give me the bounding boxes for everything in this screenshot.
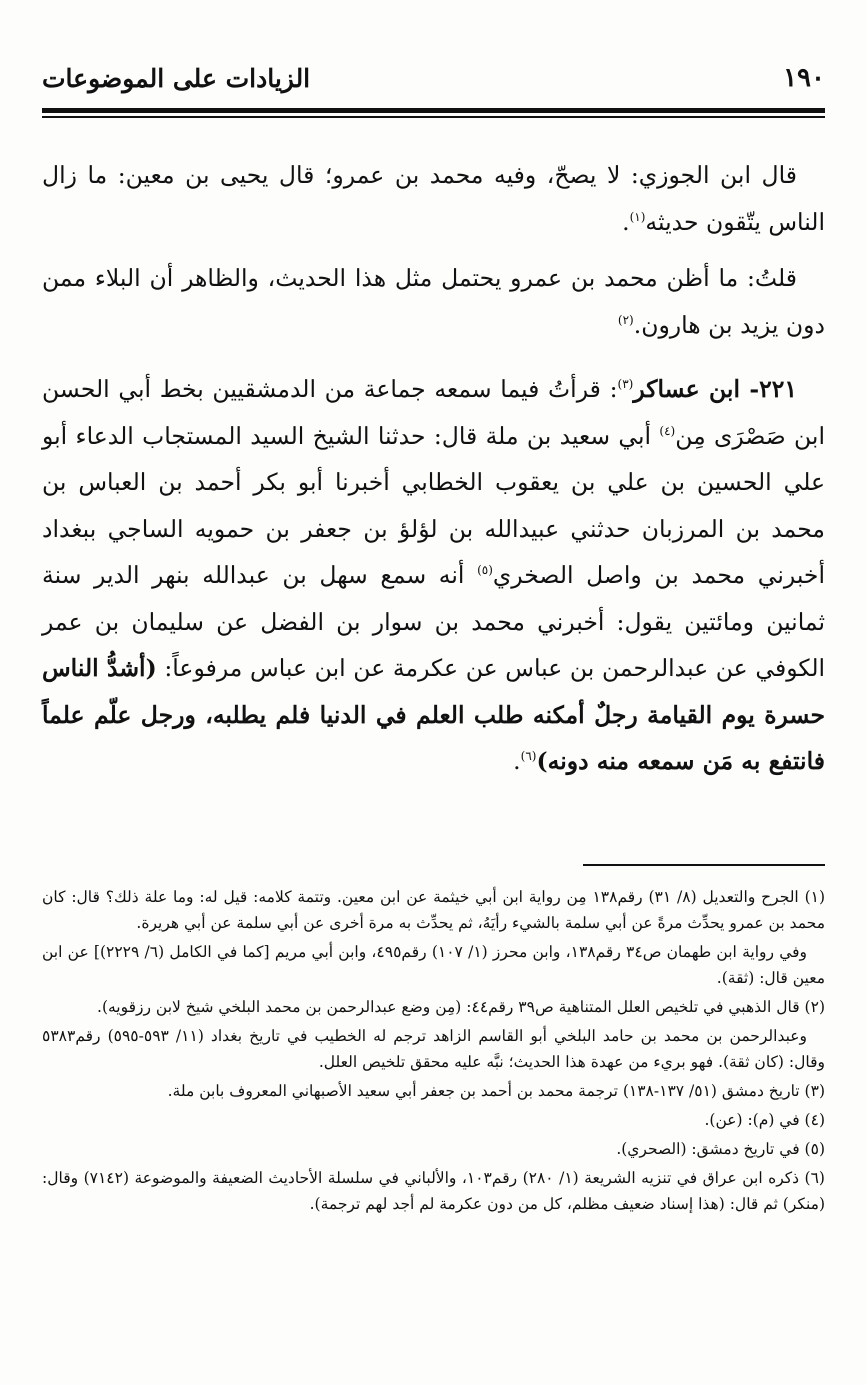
- main-text: [42, 152, 825, 795]
- footnote-ref[interactable]: (٥): [477, 563, 493, 578]
- footnote-2: (٢) قال الذهبي في تلخيص العلل المتناهية ص٣٩ رقم٤٤: (مِن وضع عبدالرحمن بن محمد البلخي شيخ لابن رزقويه).: [97, 998, 825, 1016]
- footnote-6: (٦) ذكره ابن عراق في تنزيه الشريعة (١/ ٢٨٠) رقم١٠٣، والألباني في سلسلة الأحاديث الضعيفة والموضوعة (٧١٤٢) وقال: (منكر) ثم قال: (هذا إسناد ضعيف مظلم، كل من دون عكرمة لم أجد لهم ترجمة).: [42, 1169, 825, 1213]
- footnote-4: (٤) في (م): (عن).: [704, 1111, 825, 1129]
- footnote-1-continued: وفي رواية ابن طهمان ص٣٤ رقم١٣٨، وابن محرز (١/ ١٠٧) رقم٤٩٥، وابن أبي مريم [كما في الكامل (٦/ ٢٢٢٩)] عن ابن معين قال: (ثقة).: [42, 943, 825, 987]
- footnote-ref[interactable]: (٢): [617, 312, 634, 327]
- footnote-1: (١) الجرح والتعديل (٨/ ٣١) رقم١٣٨ مِن رواية ابن أبي خيثمة عن ابن معين. وتتمة كلامه: قيل له: وما علة ذلك؟ قال: كان محمد بن عمرو يحدِّث مرةً عن أبي سلمة بالشيء رأيَهُ، ثم يحدِّث به مرة أخرى عن أبي سلمة عن أبي هريرة.: [42, 888, 826, 932]
- page-header: [42, 58, 825, 98]
- footnote-2-continued: وعبدالرحمن بن محمد بن حامد البلخي أبو القاسم الزاهد ترجم له الخطيب في تاريخ بغداد (١١/ ٥٩٣-٥٩٥) رقم٥٣٨٣ وقال: (كان ثقة). فهو بريء من عهدة هذا الحديث؛ نبَّه عليه محقق تلخيص العلل.: [42, 1027, 825, 1071]
- paragraph-text: قال ابن الجوزي: لا يصحّ، وفيه محمد بن عمرو؛ قال يحيى بن معين: ما زال الناس يتّقون حديثه: [42, 161, 825, 236]
- paragraph-text: .: [513, 747, 521, 775]
- footnote-separator: [583, 864, 825, 866]
- footnote-ref[interactable]: (٤): [659, 423, 676, 438]
- paragraph-ibn-jawzi: [42, 152, 825, 245]
- footnote-3: (٣) تاريخ دمشق (٥١/ ١٣٧-١٣٨) ترجمة محمد بن أحمد بن جعفر أبي سعيد الأصبهاني المعروف بابن ملة.: [167, 1082, 825, 1100]
- hadith-entry-221: [42, 366, 825, 785]
- running-title: الزيادات على الموضوعات: [42, 63, 311, 93]
- footnote-ref[interactable]: (٦): [520, 749, 537, 764]
- paragraph-text: : قرأتُ فيما سمعه جماعة من الدمشقيين بخط أبي الحسن ابن صَصْرَى مِن: [42, 375, 825, 450]
- footnotes: [42, 884, 825, 1220]
- page-number: ١٩٠: [783, 63, 825, 93]
- paragraph-text: أبي سعيد بن ملة قال: حدثنا الشيخ السيد المستجاب الدعاء أبو علي الحسين بن علي بن يعقوب الخطابي أخبرنا أبو بكر أحمد بن العباس بن محمد بن المرزبان حدثني عبيدالله بن لؤلؤ بن جعفر بن حمويه الساجي ببغداد أخبرني محمد بن واصل الصخري: [42, 421, 825, 589]
- header-rule-thin: [42, 116, 825, 118]
- footnote-5: (٥) في تاريخ دمشق: (الصحري).: [616, 1140, 825, 1158]
- paragraph-text: أنه سمع سهل بن عبدالله بنهر الدير سنة ثمانين ومائتين يقول: أخبرني محمد بن سوار بن الفضل عن سليمان بن عمر الكوفي عن عبدالرحمن بن عباس عن عكرمة عن ابن عباس مرفوعاً:: [42, 561, 826, 682]
- paragraph-text: .: [622, 207, 630, 236]
- paragraph-text: قلتُ: ما أظن محمد بن عمرو يحتمل مثل هذا الحديث، والظاهر أن البلاء ممن دون يزيد بن هارون.: [42, 264, 825, 339]
- footnote-ref[interactable]: (٣): [617, 377, 634, 392]
- paragraph-author-comment: [42, 255, 825, 348]
- entry-number-source: ٢٢١- ابن عساكر: [633, 375, 798, 403]
- header-rule-thick: [42, 108, 825, 113]
- book-page: [42, 0, 825, 1385]
- footnote-ref[interactable]: (١): [629, 209, 646, 224]
- hadith-text: (أشدُّ الناس حسرة يوم القيامة رجلٌ أمكنه طلب العلم في الدنيا فلم يطلبه، ورجل علّم علماً فانتفع به مَن سمعه منه دونه): [42, 654, 825, 775]
